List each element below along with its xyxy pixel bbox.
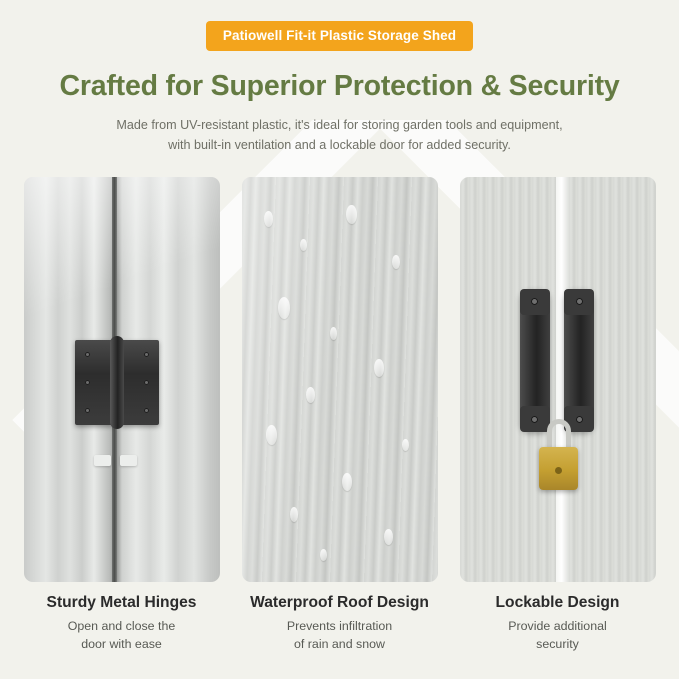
caption-line-1: Open and close the <box>67 619 176 634</box>
subtitle-line-2: with built-in ventilation and a lockable door for added security. <box>168 137 511 152</box>
hinge-icon <box>75 340 159 425</box>
caption-line-1: Provide additional <box>508 619 607 634</box>
caption-line-2: door with ease <box>81 637 162 652</box>
caption-line-2: of rain and snow <box>294 637 385 652</box>
feature-card-roof <box>242 177 438 654</box>
metal-hinge-photo <box>24 177 220 582</box>
caption-line-2: security <box>536 637 579 652</box>
door-handle-icon <box>520 289 594 432</box>
page-subtitle <box>18 116 661 155</box>
waterproof-roof-photo <box>242 177 438 582</box>
caption-description <box>242 618 438 654</box>
caption-line-1: Prevents infiltration <box>286 619 393 634</box>
caption-description <box>460 618 656 654</box>
caption-title: Lockable Design <box>495 594 620 612</box>
page-title: Crafted for Superior Protection & Security <box>59 70 620 102</box>
padlock-icon <box>535 419 581 505</box>
door-latch-tab <box>120 455 137 466</box>
feature-card-hinges <box>24 177 220 654</box>
caption-title: Sturdy Metal Hinges <box>46 594 197 612</box>
subtitle-line-1: Made from UV-resistant plastic, it's ideal for storing garden tools and equipment, <box>116 118 563 132</box>
caption-title: Waterproof Roof Design <box>250 594 429 612</box>
caption-description <box>24 618 220 654</box>
lockable-handle-photo <box>460 177 656 582</box>
product-name-badge: Patiowell Fit-it Plastic Storage Shed <box>206 21 473 51</box>
badge-container <box>18 0 661 51</box>
feature-card-lock <box>460 177 656 654</box>
feature-cards <box>18 177 661 654</box>
door-latch-tab <box>94 455 111 466</box>
photo-glare <box>242 177 438 582</box>
